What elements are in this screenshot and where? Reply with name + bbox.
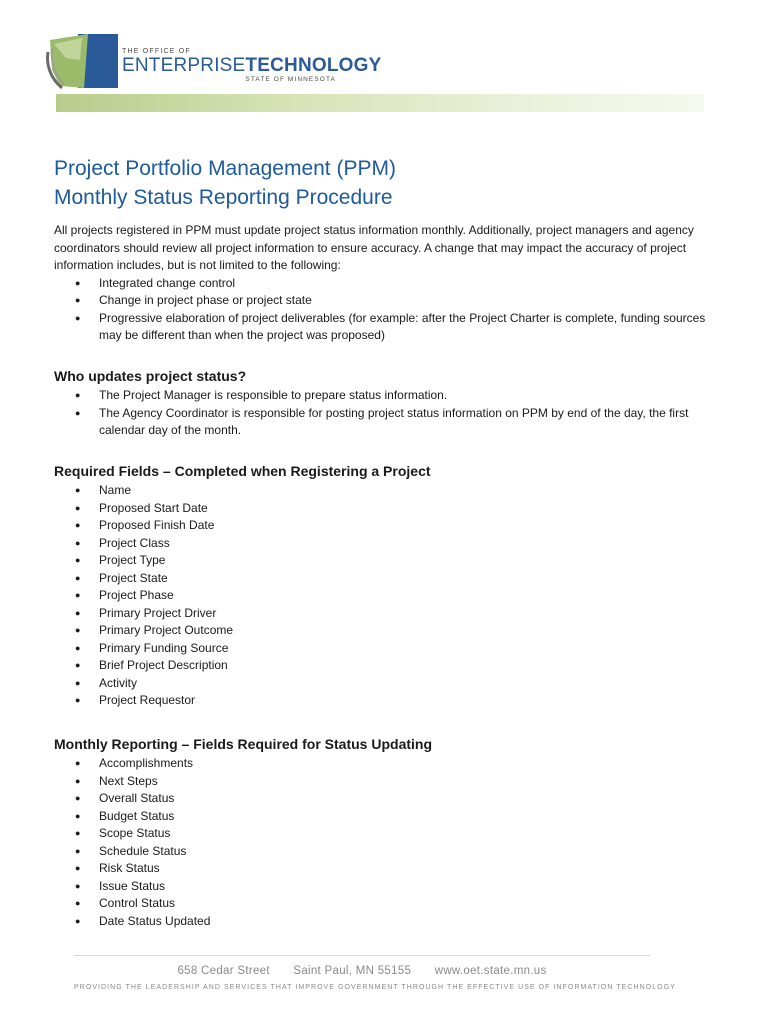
list-item: ● Primary Funding Source	[54, 640, 714, 658]
bullet-icon: ●	[75, 828, 81, 838]
list-item: ● Progressive elaboration of project deliverables (for example: after the Project Charter is complete, funding sources may be different than when the project was proposed)	[75, 310, 706, 342]
section-heading: Required Fields – Completed when Registering a Project	[54, 463, 431, 479]
required-fields-section	[54, 462, 714, 710]
minnesota-state-logo-icon	[44, 30, 118, 90]
list-item: ● Proposed Start Date	[54, 500, 714, 518]
who-updates-section	[54, 367, 714, 440]
list-item: ● Project State	[54, 570, 714, 588]
list-item: ● Control Status	[54, 895, 714, 913]
list-item: ● Schedule Status	[54, 843, 714, 861]
bullet-icon: ●	[75, 572, 81, 583]
bullet-icon: ●	[75, 312, 81, 323]
bullet-icon: ●	[75, 607, 81, 618]
list-item: ● Project Requestor	[54, 692, 714, 710]
list-item: ● The Agency Coordinator is responsible for posting project status information on PPM by end of the day, the first calendar day of the month.	[75, 405, 689, 437]
list-item: ● Overall Status	[54, 790, 714, 808]
logo-wordmark	[122, 48, 381, 84]
list-item: ● Project Phase	[54, 587, 714, 605]
document-title	[54, 154, 714, 212]
list-item: ● Budget Status	[54, 808, 714, 826]
who-bullet-list	[54, 387, 714, 440]
bullet-icon: ●	[75, 390, 81, 400]
footer-website: www.oet.state.mn.us	[434, 965, 547, 977]
footer-city: Saint Paul, MN 55155	[293, 965, 412, 977]
list-item: ● Change in project phase or project state	[54, 292, 714, 310]
bullet-icon: ●	[75, 660, 81, 670]
list-item: ● Issue Status	[54, 878, 714, 896]
logo-office-of: THE OFFICE OF	[122, 48, 191, 55]
bullet-icon: ●	[75, 880, 81, 891]
bullet-icon: ●	[75, 695, 81, 705]
list-item: ● Primary Project Outcome	[54, 622, 714, 640]
list-item: ● Scope Status	[54, 825, 714, 843]
bullet-icon: ●	[75, 845, 81, 856]
list-item: ● Project Class	[54, 535, 714, 553]
list-item: ● Proposed Finish Date	[54, 517, 714, 535]
bullet-icon: ●	[75, 758, 81, 768]
bullet-icon: ●	[75, 677, 81, 688]
required-fields-list	[54, 482, 714, 710]
intro-paragraph: All projects registered in PPM must update project status information monthly. Additionally, project managers and agency coordinators should review all project information to ensure accuracy. A change that may impact the accuracy of project information includes, but is not limited to the following:	[54, 223, 694, 272]
title-line-1: Project Portfolio Management (PPM)	[54, 157, 396, 180]
footer-street: 658 Cedar Street	[177, 965, 270, 977]
list-item: ● Risk Status	[54, 860, 714, 878]
footer-tagline: PROVIDING THE LEADERSHIP AND SERVICES THAT IMPROVE GOVERNMENT THROUGH THE EFFECTIVE USE OF INFORMATION TECHNOLOGY	[74, 984, 676, 991]
section-heading: Monthly Reporting – Fields Required for Status Updating	[54, 736, 433, 752]
logo-state-of-minnesota: STATE OF MINNESOTA	[245, 76, 336, 83]
section-heading: Who updates project status?	[54, 368, 247, 384]
bullet-icon: ●	[75, 485, 81, 495]
bullet-icon: ●	[75, 775, 81, 786]
logo-word-enterprise: ENTERPRISE	[122, 55, 246, 76]
bullet-icon: ●	[75, 863, 81, 873]
monthly-reporting-section	[54, 735, 714, 930]
list-item: ● Integrated change control	[54, 275, 714, 293]
list-item: ● Date Status Updated	[54, 913, 714, 931]
list-item: ● Next Steps	[54, 773, 714, 791]
list-item: ● Brief Project Description	[54, 657, 714, 675]
logo-word-technology: TECHNOLOGY	[245, 55, 382, 76]
list-item: ● The Project Manager is responsible to prepare status information.	[54, 387, 714, 405]
bullet-icon: ●	[75, 810, 81, 821]
list-item: ● Primary Project Driver	[54, 605, 714, 623]
bullet-icon: ●	[75, 642, 81, 653]
list-item: ● Name	[54, 482, 714, 500]
bullet-icon: ●	[75, 793, 81, 803]
bullet-icon: ●	[75, 520, 81, 530]
bullet-icon: ●	[75, 625, 81, 635]
bullet-icon: ●	[75, 407, 81, 418]
bullet-icon: ●	[75, 502, 81, 513]
bullet-icon: ●	[75, 590, 81, 600]
bullet-icon: ●	[75, 898, 81, 908]
footer-divider	[74, 955, 650, 956]
intro-bullet-list	[54, 275, 714, 345]
intro-section	[54, 222, 714, 345]
list-item: ● Accomplishments	[54, 755, 714, 773]
logo-enterprise-technology	[122, 56, 381, 76]
bullet-icon: ●	[75, 295, 81, 305]
title-line-2: Monthly Status Reporting Procedure	[54, 186, 393, 209]
bullet-icon: ●	[75, 915, 81, 926]
bullet-icon: ●	[75, 555, 81, 565]
bullet-icon: ●	[75, 537, 81, 548]
list-item: ● Project Type	[54, 552, 714, 570]
monthly-fields-list	[54, 755, 714, 930]
header-accent-bar	[56, 94, 704, 112]
footer-address	[74, 965, 650, 977]
list-item: ● Activity	[54, 675, 714, 693]
bullet-icon: ●	[75, 277, 81, 288]
